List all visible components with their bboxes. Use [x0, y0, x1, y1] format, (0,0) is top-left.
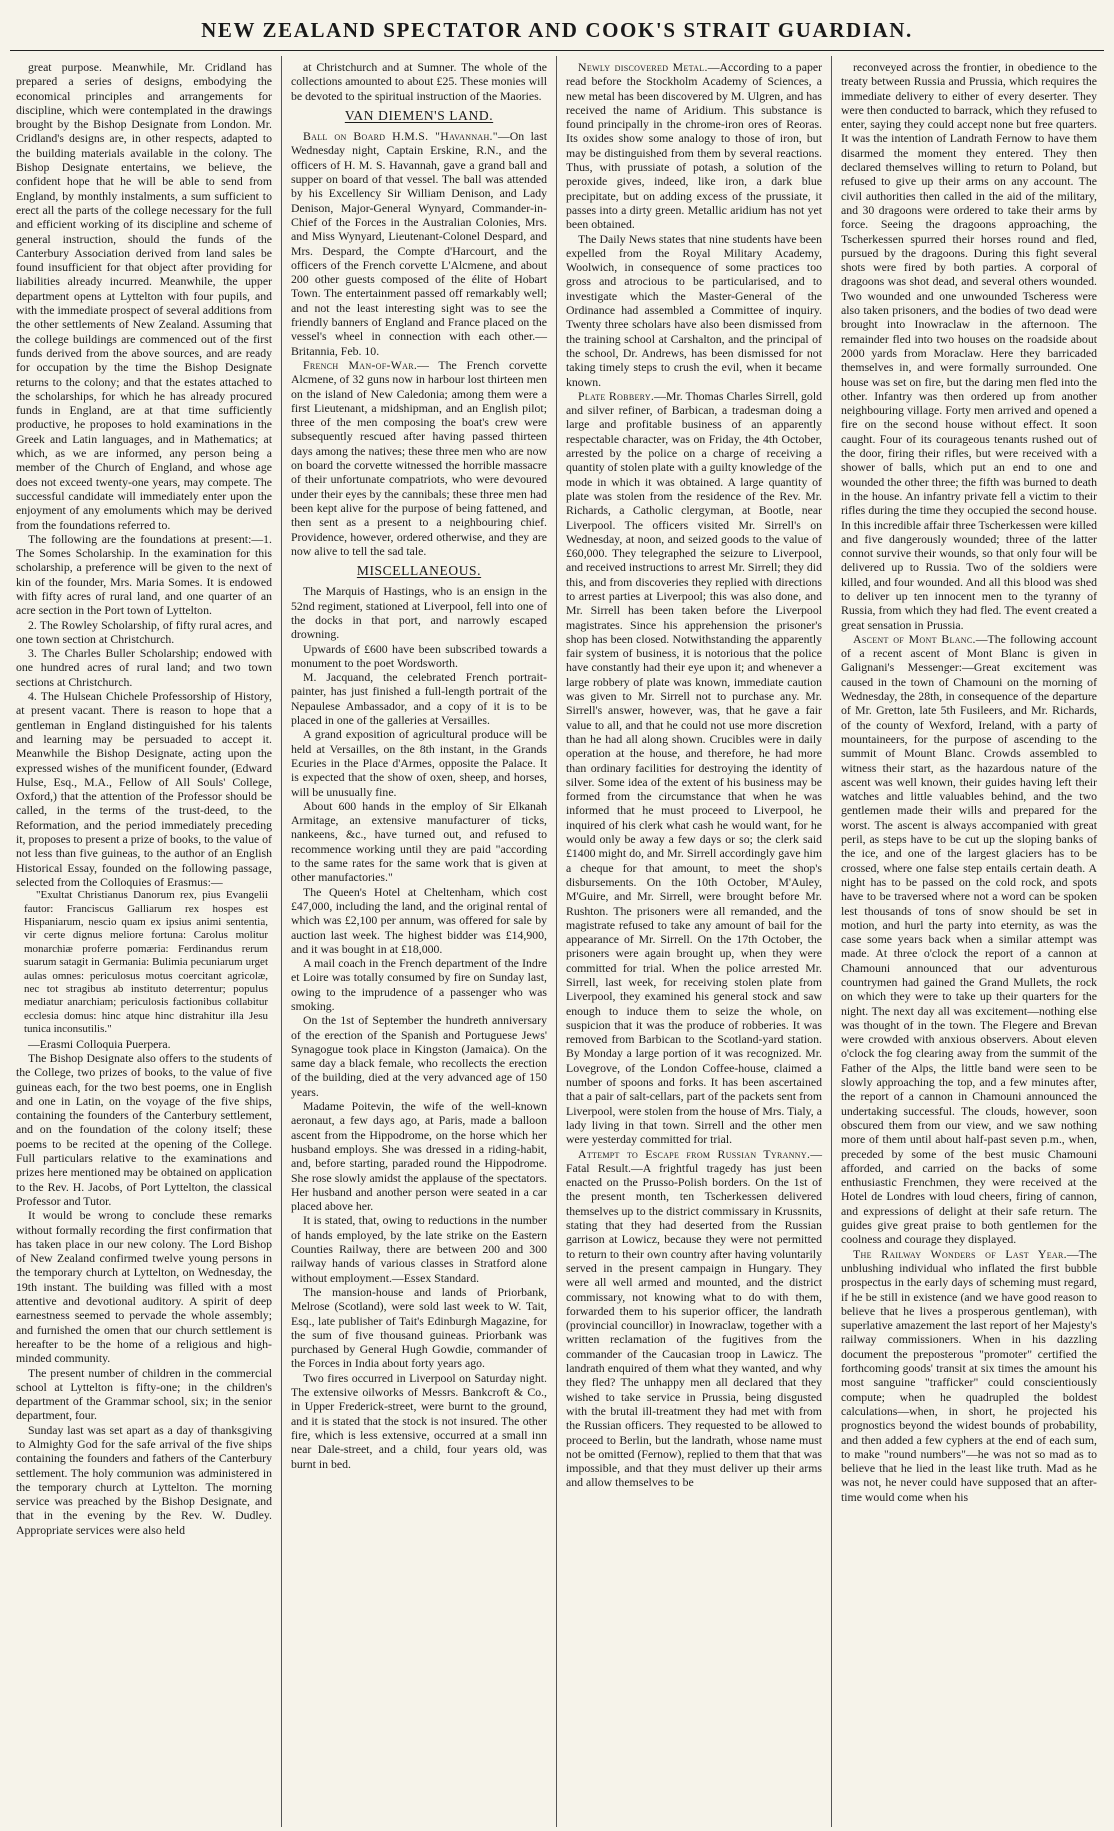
- article-paragraph: [841, 60, 1097, 632]
- article-paragraph: [291, 1285, 547, 1371]
- article-paragraph: [566, 1147, 822, 1490]
- article-text: Upwards of £600 have been subscribed towards a monument to the poet Wordsworth.: [291, 641, 547, 670]
- column-2: [281, 56, 556, 1827]
- article-paragraph: [16, 532, 272, 618]
- article-paragraph: [16, 60, 272, 532]
- article-text: The Marquis of Hastings, who is an ensign in the 52nd regiment, stationed at Liverpool, fell into one of the docks in that port, and narrowly escaped drowning.: [291, 584, 547, 642]
- article-text: The present number of children in the commercial school at Lyttelton is fifty-one; in the children's department of the Grammar school, six; in the senior department, four.: [16, 1365, 272, 1423]
- article-text: —The unblushing individual who inflated the first bubble prospectus in the early days of scheming must regard, if he be still in existence (and we have good reason to believe that he lives a prosperous gentleman), with superlative amazement the last report of her Majesty's railway commissioners. When in his dazzling document the preposterous "promoter" certified the forthcoming goods' transit at six times the amount his most sanguine "trafficker" could conscientiously compute; when he quadrupled the boldest calculations—when, in short, he projected his prognostics beyond the widest bounds of probability, and then added a few cyphers at the end of each sum, to make "round numbers"—he was not so mad as to believe that he lied in the least like truth. Mad as he was not, he never could have supposed that an after-time would come when his: [841, 1246, 1097, 1504]
- article-text: —Mr. Thomas Charles Sirrell, gold and silver refiner, of Barbican, a tradesman doing a large and profitable business of an apparently respectable character, was on Friday, the 4th October, arrested by the police on a charge of receiving a quantity of stolen plate with a guilty knowledge of the mode in which it was obtained. A large quantity of plate was stolen from the residence of the Rev. Mr. Richards, a Catholic clergyman, at Bootle, near Liverpool. The officers visited Mr. Sirrell's on Wednesday, at noon, and seized goods to the value of £60,000. They telegraphed the seizure to Liverpool, and received instructions to arrest Mr. Sirrell; they did this, and from discoveries they replied with directions to arrest parties at Liverpool; this was also done, and Mr. Sirrell has been taken before the Liverpool magistrates. Since his apprehension the prisoner's shop has been closed. Notwithstanding the apparently fair system of business, it is notorious that the police have constantly had their eye upon it; and whenever a large robbery of plate was known, immediate caution was given to Mr. Sirrell not to purchase any. Mr. Sirrell's answer, however, was, that he gave a fair value to all, and that he could not use more discretion than he had all along shown. Crucibles were in daily operation at the house, and therefore, he had more than ordinary facilities for destroying the identity of silver. Some idea of the extent of his business may be formed from the circumstance that when he was informed that he must proceed to Liverpool, he inquired of his clerk what cash he would want, for he would only be away a few days or so; the clerk said £1400 might do, and Mr. Sirrell accordingly gave him a cheque for that amount, to meet the shop's disbursements. On the 10th October, M'Auley, M'Guire, and Mr. Sirrell, were brought before Mr. Rushton. The prisoners were all remanded, and the magistrate refused to take any amount of bail for the appearance of Mr. Sirrell. On the 17th October, the prisoners were again brought up, when they were committed for trial. When the police arrested Mr. Sirrell, last week, for receiving stolen plate from Liverpool, they examined his general stock and saw enough to induce them to seize the whole, on suspicion that it was the produce of robberies. It was removed from Barbican to the Scotland-yard station. By Monday a large portion of it was recognized. Mr. Lovegrove, of the London Coffee-house, claimed a number of spoons and forks. It has been ascertained that a pair of salt-cellars, part of the packets sent from Liverpool, were stolen from the house of Mrs. Tialy, a lady living in that town. Sirrell and the other men were yesterday committed for trial.: [566, 388, 823, 1147]
- article-paragraph: [291, 1013, 547, 1099]
- article-text: The Queen's Hotel at Cheltenham, which cost £47,000, including the land, and the original rental of which was £2,100 per annum, was offered for sale by auction last week. The highest bidder was £14,900, and it was bought in at £18,000.: [291, 884, 547, 956]
- article-paragraph: [566, 232, 822, 389]
- article-text: Sunday last was set apart as a day of thanksgiving to Almighty God for the safe arrival of the five ships containing the founders and fathers of the Canterbury settlement. The holy communion was administered in the temporary church at Lyttelton. The morning service was preached by the Bishop Designate, and that in the evening by the Rev. W. Dudley. Appropriate services were also held: [16, 1422, 272, 1537]
- article-paragraph: [16, 646, 272, 689]
- article-lead: Newly discovered Metal.: [578, 60, 708, 74]
- article-text: The Daily News states that nine students have been expelled from the Royal Military Academy, Woolwich, in consequence of some practices too gross and atrocious to be particularised, and to investigate which the Master-General of the Ordinance had assembled a Committee of inquiry. Twenty three scholars have also been dismissed from the training school at Carshalton, and the principal of the school, Dr. Andrews, has been dismissed for not taking timely steps to crush the evil, when it became known.: [566, 231, 822, 389]
- section-heading: MISCELLANEOUS.: [356, 563, 482, 579]
- article-text: 2. The Rowley Scholarship, of fifty rural acres, and one town section at Christchurch.: [16, 617, 272, 646]
- article-text: A mail coach in the French department of the Indre et Loire was totally consumed by fire on Sunday last, owing to the imprudence of a passenger who was smoking.: [291, 956, 547, 1013]
- columns: [12, 56, 1106, 1827]
- article-text: —On last Wednesday night, Captain Erskine, R.N., and the officers of H. M. S. Havannah, gave a grand ball and supper on board of that vessel. The ball was attended by his Excellency Sir William Denison, and Lady Denison, Major-General Wynyard, Commander-in-Chief of the Forces in the Australian Colonies, Mrs. and Miss Wynyard, Lieutenant-Colonel Despard, and Mrs. Despard, the Compte d'Harcourt, and the officers of the French corvette L'Alcmene, and about 200 other guests composed of the élite of Hobart Town. The entertainment passed off remarkably well; and not the least interesting sight was to see the friendly banners of England and France placed on the vessel's wheel in connection with each other.—Britannia, Feb. 10.: [291, 129, 547, 358]
- article-text: The mansion-house and lands of Priorbank, Melrose (Scotland), were sold last week to W. Tait, Esq., late publisher of Tait's Edinburgh Magazine, for the sum of five thousand guineas. Priorbank was purchased by General Hugh Gowdie, commander of the Forces in India about forty years ago.: [291, 1284, 547, 1371]
- article-text: On the 1st of September the hundreth anniversary of the erection of the Spanish and Portuguese Jews' Synagogue took place in Kingston (Jamaica). On the same day a black female, who recollects the erection of the building, died at the very advanced age of 150 years.: [291, 1013, 547, 1099]
- quotation-source: [16, 1037, 272, 1051]
- article-paragraph: [291, 642, 547, 671]
- article-lead: Ascent of Mont Blanc.: [853, 631, 976, 646]
- article-lead: French Man-of-War.: [303, 357, 418, 372]
- article-text: 4. The Hulsean Chichele Professorship of History, at present vacant. There is reason to hope that a gentleman in England distinguished for his talents and learning may be persuaded to accept it. Meanwhile the Bishop Designate, acting upon the expressed wishes of the munificent founder, (Edward Hulse, Esq., M.A., Fellow of All Souls' College, Oxford,) that the attention of the Professor should be called, in the terms of the trust-deed, to the Reformation, and the period immediately preceding it, proposes to present a prize of books, to the value of not less than five guineas, to the author of an English Historical Essay, founded on the following passage, selected from the Colloquies of Erasmus:—: [16, 689, 272, 889]
- article-text: "Exultat Christianus Danorum rex, pius Evangelii fautor: Franciscus Galliarum rex hospes est Hispaniarum, nescio quam ex ipsius animi sententia, vir certe dignus meliore fortuna: Carolus molitur monarchiæ proferre pomæria: Ferdinandus rerum suarum satagit in Germania: Bulimia pecuniarum urget aulas omnes: periculosus motus coercitant agricolæ, nec tot stragibus ab instituto deterrentur; populus mediatur anarchiam; periculosis factionibus collabitur ecclesia domus: hinc atque hinc distrahitur illa Jesu tunica inconsutilis.": [24, 889, 268, 1036]
- article-lead: Plate Robbery.: [578, 388, 655, 403]
- newspaper-title: NEW ZEALAND SPECTATOR AND COOK'S STRAIT GUARDIAN.: [201, 17, 913, 42]
- article-paragraph: [16, 1208, 272, 1365]
- section-heading: VAN DIEMEN'S LAND.: [344, 107, 494, 123]
- article-text: —Fatal Result.—A frightful tragedy has just been enacted on the Prusso-Polish borders. On the 1st of the present month, ten Tscherkessen delivered themselves up to the district commissary in Krussnits, stating that they had deserted from the Russian garrison at Lowicz, because they were not permitted to return to their own country after having voluntarily served in the present campaign in Hungary. They were all well armed and mounted, and the district commissary, not knowing what to do with them, forwarded them to his superior officer, the landrath (provincial councillor) in Inowraclaw, together with a written reclamation of the fugitives from the commander of the Caucasian troop in Lawicz. The landrath enquired of them what they wanted, and why they fled? The unhappy men all declared that they wished to take service in Prussia, being disgusted with the brutal ill-treatment they had met with from the Russian officers. They requested to be allowed to proceed to Berlin, but the landrath, whose name must not be omitted (Fernow), replied to them that that was impossible, and that they must deliver up their arms and allow themselves to be: [566, 1146, 822, 1490]
- article-paragraph: [16, 689, 272, 889]
- article-text: at Christchurch and at Sumner. The whole of the collections amounted to about £25. These monies will be devoted to the spiritual instruction of the Maories.: [291, 60, 547, 103]
- article-text: It is stated, that, owing to reductions in the number of hands employed, by the late strike on the Eastern Counties Railway, there are between 200 and 300 railway hands of various classes in Stratford alone without employment.—Essex Standard.: [291, 1213, 547, 1285]
- article-paragraph: [291, 1371, 547, 1471]
- article-paragraph: [566, 60, 822, 232]
- column-3: [556, 56, 831, 1827]
- article-paragraph: [16, 1423, 272, 1537]
- article-paragraph: [291, 1099, 547, 1213]
- article-text: —According to a paper read before the Stockholm Academy of Sciences, a new metal has been discovered by M. Ulgren, and has received the name of Aridium. This substance is found principally in the chrome-iron ores of Reoras. Its oxides show some analogy to those of iron, but may be distinguished from them by several reactions. Thus, with prussiate of potash, a solution of the peroxide gives, indeed, like iron, a dark blue precipitate, but on adding excess of the prussiate, it passes into a dirty green. Metallic aridium has not yet been obtained.: [566, 60, 823, 232]
- article-paragraph: [291, 584, 547, 641]
- article-text: — The French corvette Alcmene, of 32 guns now in harbour lost thirteen men on the island of New Caledonia; among them were a first Lieutenant, a midshipman, and an English pilot; three of the men composing the boat's crew were subsequently rescued after having passed thirteen days among the natives; these three men who are now on board the corvette witnessed the horrible massacre of their unfortunate compatriots, who were devoured under their eyes by the cannibals; these three men had been kept alive for the purpose of being fattened, and then sent as a present to a neighbouring chief. Providence, however, ordered otherwise, and they are now alive to tell the sad tale.: [291, 357, 547, 558]
- article-text: It would be wrong to conclude these remarks without formally recording the first confirmation that has taken place in our new colony. The Lord Bishop of New Zealand confirmed twelve young persons in the temporary church at Lyttelton, on Wednesday, the 19th instant. The building was filled with a most attentive and devotional auditory. A spirit of deep earnestness seemed to pervade the whole assembly; and furnished the omen that our church settlement is hereafter to be the home of a religious and high-minded community.: [16, 1208, 272, 1366]
- article-lead: The Railway Wonders of Last Year.: [853, 1246, 1067, 1261]
- article-lead: Attempt to Escape from Russian Tyranny.: [578, 1146, 811, 1161]
- article-paragraph: [566, 389, 822, 1147]
- masthead: [10, 10, 1104, 51]
- article-text: —The following account of a recent ascent of Mont Blanc is given in Galignani's Messenger:—Great excitement was caused in the town of Chamouni on the morning of Wednesday, the 28th, in consequence of the departure of Mr. Gretton, late 5th Fusileers, and Mr. Richards, of the county of Wexford, Ireland, with a party of mountaineers, for the purpose of ascending to the summit of Mount Blanc. Crowds assembled to witness their start, as the hazardous nature of the ascent was well known, their guides having left their watches and little valuables behind, and the two gentlemen made their wills and prepared for the worst. The ascent is always accompanied with great peril, as steps have to be cut up the sloping banks of the ice, and one of the largest glaciers has to be crossed, where one false step entails certain death. A night has to be passed on the cold rock, and spots have to be traversed where not a word can be spoken lest thousands of tons of snow should be set in motion, and hurl the party into eternity, as was the case some years back when a similar attempt was made. At three o'clock the report of a cannon at Chamouni announced that our adventurous countrymen had gained the Grand Mullets, the rock on which they were to take up their quarters for the night. The next day all was excitement—nothing else was thought of in the town. The Flegere and Brevan were crowded with anxious observers. About eleven o'clock the fog clearing away from the summit of the Father of the Alps, the little band were seen to be slowly approaching the top, and a few minutes after, the report of a cannon in Chamouni announced the undertaking successful. The clouds, however, soon obscured them from our view, and we saw nothing more of them until about half-past seven p.m., when, preceded by some of the best music Chamouni afforded, and carried on the backs of some enthusiastic Frenchmen, they were received at the Hotel de Londres with loud cheers, firing of cannon, and expressions of delight at their safe return. The guides give great praise to both gentlemen for the coolness and courage they displayed.: [841, 631, 1097, 1247]
- article-text: 3. The Charles Buller Scholarship; endowed with one hundred acres of rural land; and two town sections at Christchurch.: [16, 646, 272, 689]
- article-lead: Ball on Board H.M.S. "Havannah.": [303, 129, 498, 144]
- article-paragraph: [841, 632, 1097, 1247]
- article-text: Two fires occurred in Liverpool on Saturday night. The extensive oilworks of Messrs. Bankcroft & Co., in Upper Frederick-street, were burnt to the ground, and it is stated that the stock is not insured. The other fire, which is less extensive, occurred at a small inn near Dale-street, and a child, four years old, was burnt in bed.: [291, 1370, 547, 1471]
- article-paragraph: [291, 358, 547, 558]
- article-paragraph: [291, 799, 547, 885]
- article-paragraph: [291, 60, 547, 103]
- article-text: The following are the foundations at present:—1. The Somes Scholarship. In the examination for this scholarship, a preference will be given to the next of kin of the founder, Mrs. Maria Somes. It is endowed with fifty acres of rural land, and one quarter of an acre section in the Port town of Lyttelton.: [16, 531, 272, 618]
- latin-quotation: [16, 889, 272, 1036]
- article-text: —Erasmi Colloquia Puerpera.: [28, 1036, 171, 1051]
- article-paragraph: [291, 1213, 547, 1284]
- article-text: M. Jacquand, the celebrated French portrait-painter, has just finished a full-length portrait of the Nepaulese Ambassador, and a copy of it is to be placed in one of the galleries at Versailles.: [291, 670, 547, 728]
- article-paragraph: [291, 727, 547, 798]
- article-text: great purpose. Meanwhile, Mr. Cridland has prepared a series of designs, embodying the economical principles and arrangements for discipline, which were contemplated in the drawings brought by the Bishop Designate from London. Mr. Cridland's designs are, in other respects, adapted to the building materials available in the colony. The Bishop Designate entertains, we believe, the confident hope that he will be able to send from England, by monthly instalments, a sum sufficient to erect all the parts of the college necessary for the full and efficient working of its discipline and scheme of general instruction, should the funds of the Canterbury Association derived from land sales be found insufficient for that object after providing for liabilities already incurred. Meanwhile, the upper department opens at Lyttelton with four pupils, and with the immediate prospect of several additions from the other settlements of New Zealand. Assuming that the college buildings are commenced out of the first funds derived from the above sources, and are ready for occupation by the time the Bishop Designate returns to the colony; and that the estates attached to the scholarships, for which he has already procured funds in England, are at that time sufficiently productive, he proposes to hold examinations in the Greek and Latin languages, and in Mathematics; at which, as we are informed, any person being a member of the Church of England, and whose age does not exceed twenty-one years, may compete. The successful candidate will immediately enter upon the enjoyment of any emoluments which may be derived from the foundations referred to.: [16, 60, 272, 532]
- article-paragraph: [291, 885, 547, 956]
- article-text: A grand exposition of agricultural produce will be held at Versailles, on the 8th instant, in the Grands Ecuries in the Place d'Armes, opposite the Palace. It is expected that the show of oxen, sheep, and horses, will be unusually fine.: [291, 727, 547, 799]
- article-paragraph: [16, 1366, 272, 1423]
- column-4: [831, 56, 1106, 1827]
- article-paragraph: [841, 1247, 1097, 1504]
- article-paragraph: [291, 670, 547, 727]
- article-paragraph: [16, 1051, 272, 1208]
- column-1: [12, 56, 281, 1827]
- article-text: About 600 hands in the employ of Sir Elkanah Armitage, an extensive manufacturer of ticks, nankeens, &c., have turned out, and refused to recommence working until they are paid "according to the same rates for the same work that is given at other manufactories.": [291, 798, 547, 885]
- article-text: reconveyed across the frontier, in obedience to the treaty between Russia and Prussia, which requires the immediate delivery to either of every deserter. They were then conducted to barrack, which they refused to enter, saying they could accept none but free quarters. It was the intention of Landrath Fernow to have them disarmed the moment they entered. They then declared themselves willing to return to Poland, but refused to give up their arms on any account. The civil authorities then called in the aid of the military, and 30 dragoons were ordered to take their arms by force. Seeing the dragoons approaching, the Tscherkessen spurred their horses round and fled, pursued by the dragoons. During this fight several shots were fired by both parties. A corporal of dragoons was shot dead, and several others wounded. Two wounded and one unwounded Tscheress were also taken prisoners, and the bodies of two dead were brought into Inowraclaw in the afternoon. The remainder fled into two houses on the roadside about 2000 yards from Moraclaw. Here they barricaded themselves in, and were formally surrounded. One house was set on fire, but the daring men fled into the other. Infantry was then ordered up from another neighbouring village. Forty men arrived and opened a fire on the second house without effect. It soon caught. Four of its courageous tenants rushed out of the door, firing their rifles, but were received with a shower of balls, which put an end to one and wounded the other three; the fifth was burned to death in the house. An infantry private fell a victim to their rifles during the time they occupied the second house. In this incredible affair three Tscherkessen were killed and five dangerously wounded; three of the latter connot survive their wounds, so that only four will be delivered up to Russia. Two of the soldiers were killed, and four wounded. And all this blood was shed to deliver up ten innocent men to the tyranny of Russia, from which they had fled. The event created a great sensation in Prussia.: [841, 60, 1097, 632]
- article-paragraph: [291, 956, 547, 1013]
- article-text: Madame Poitevin, the wife of the well-known aeronaut, a few days ago, at Paris, made a balloon ascent from the Hippodrome, on the horse which her husband employs. She was dressed in a riding-habit, and, before starting, paraded round the Hippodrome. She rose slowly amidst the applause of the spectators. Her husband and another person were seated in a car placed above her.: [291, 1099, 547, 1214]
- article-text: The Bishop Designate also offers to the students of the College, two prizes of books, to the value of five guineas each, for the two best poems, one in English and one in Latin, on the voyage of the five ships, containing the founders of the Canterbury settlement, and on the foundation of the colony itself; these poems to be recited at the opening of the College. Full particulars relative to the examinations and prizes here mentioned may be obtained on application to the Rev. H. Jacobs, of Port Lyttelton, the classical Professor and Tutor.: [16, 1050, 272, 1208]
- article-paragraph: [291, 129, 547, 358]
- article-paragraph: [16, 618, 272, 647]
